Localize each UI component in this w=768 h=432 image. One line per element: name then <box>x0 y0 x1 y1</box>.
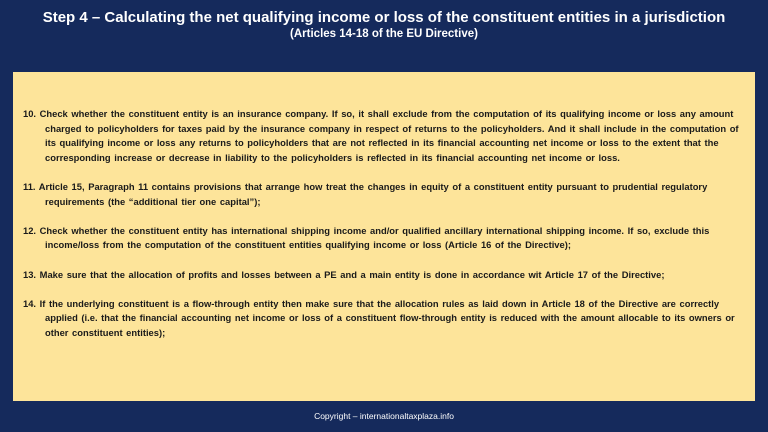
list-item-12: 12. Check whether the constituent entity has international shipping income and/or qualified ancillary international shipping income. If so, exclude this income/loss from the computation of the constituent entities qualifying income or loss (Article 16 of the Directive); <box>23 224 710 251</box>
list-item-14: 14. If the underlying constituent is a flow-through entity then make sure that the allocation rules as laid down in Article 18 of the Directive are correctly applied (i.e. that the financial accounting net income or loss of a constituent flow-through entity is reduced with the amount allocable to its owners or other constituent entities); <box>23 297 735 338</box>
title-block <box>20 9 748 41</box>
list-item-11: 11. Article 15, Paragraph 11 contains provisions that arrange how treat the changes in equity of a constituent entity pursuant to prudential regulatory requirements (the “additional tier one capital”); <box>23 180 708 207</box>
content-box <box>13 72 755 401</box>
copyright-notice: Copyright – internationaltaxplaza.info <box>314 411 454 421</box>
list-item-10: 10. Check whether the constituent entity is an insurance company. If so, it shall exclude from the computation of its qualifying income or loss any amount charged to policyholders for taxes paid by the insurance company in respect of returns to the policyholders. And it shall include in the computation of its qualifying income or loss any returns to policyholders that are not reflected in its financial accounting net income or loss to the extent that the corresponding increase or decrease in liability to the policyholders is reflected in its financial accounting net income or loss. <box>23 108 739 163</box>
slide-subtitle: (Articles 14-18 of the EU Directive) <box>290 28 478 40</box>
list-item-13: 13. Make sure that the allocation of profits and losses between a PE and a main entity is done in accordance wit Article 17 of the Directive; <box>23 268 665 280</box>
slide-title: Step 4 – Calculating the net qualifying income or loss of the constituent entities in a jurisdiction <box>42 9 726 26</box>
